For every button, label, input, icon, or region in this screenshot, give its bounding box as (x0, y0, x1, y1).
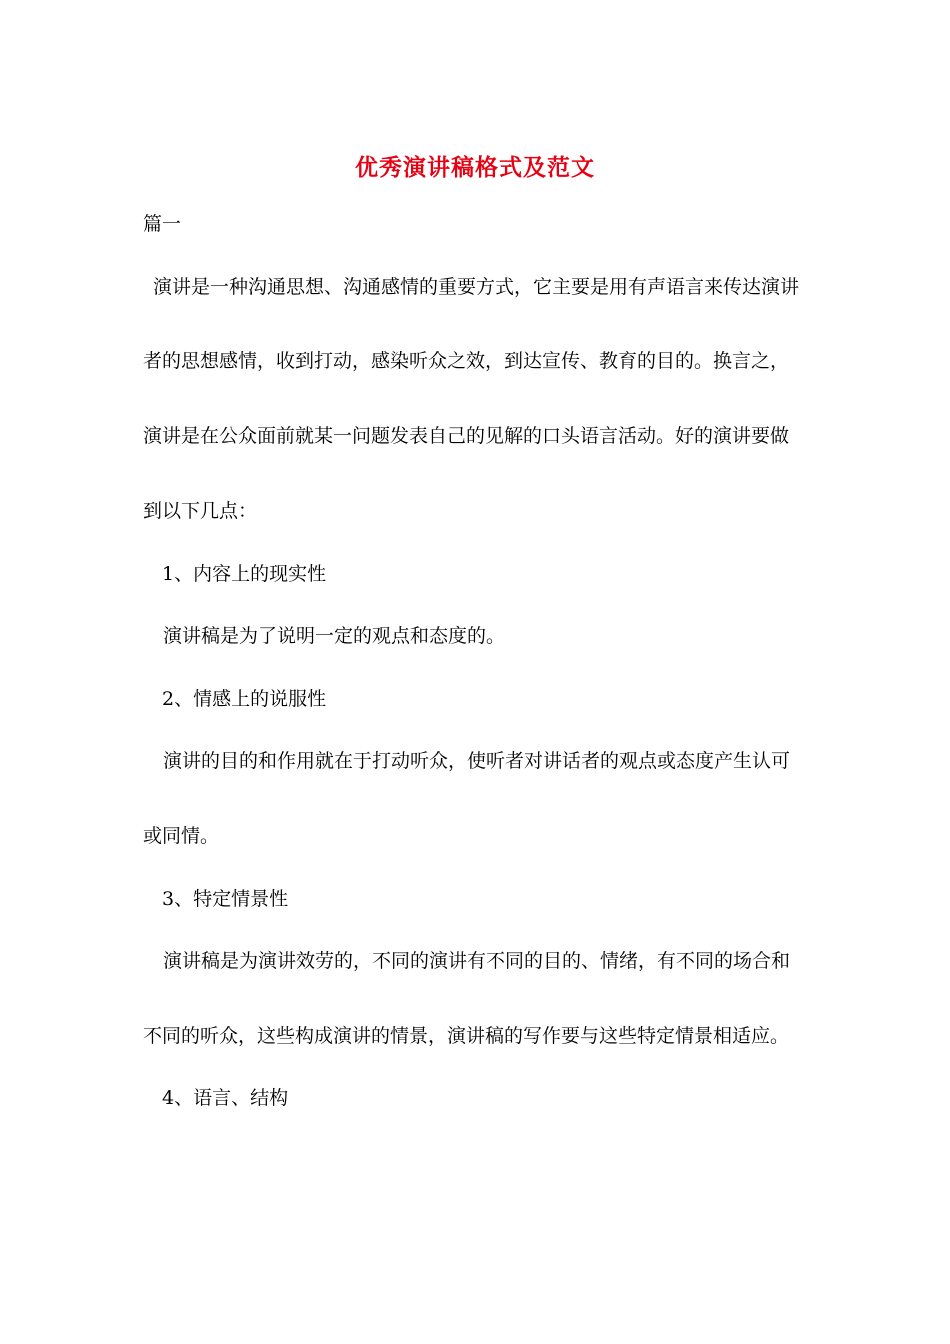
paragraph-line: 演讲是在公众面前就某一问题发表自己的见解的口头语言活动。好的演讲要做 (143, 425, 790, 447)
point-body-line: 不同的听众，这些构成演讲的情景，演讲稿的写作要与这些特定情景相适应。 (143, 1025, 790, 1047)
point-body-line: 演讲的目的和作用就在于打动听众，使听者对讲话者的观点或态度产生认可 (163, 750, 791, 772)
point-heading (162, 685, 326, 713)
point-body-line: 演讲稿是为演讲效劳的，不同的演讲有不同的目的、情绪，有不同的场合和 (163, 950, 791, 972)
point-body-line: 演讲稿是为了说明一定的观点和态度的。 (163, 625, 506, 647)
point-number: 2 (162, 688, 175, 710)
point-title: 内容上的现实性 (193, 563, 327, 585)
point-number: 4 (162, 1087, 175, 1109)
point-separator: 、 (174, 563, 194, 585)
document-title: 优秀演讲稿格式及范文 (355, 154, 595, 181)
section-label: 篇一 (143, 213, 182, 235)
point-number: 3 (162, 888, 175, 910)
point-title: 语言、结构 (193, 1087, 289, 1109)
paragraph-line: 者的思想感情，收到打动，感染听众之效，到达宣传、教育的目的。换言之， (143, 350, 790, 372)
point-heading (162, 560, 326, 588)
point-title: 情感上的说服性 (193, 688, 327, 710)
point-title: 特定情景性 (193, 888, 289, 910)
point-body-line: 或同情。 (143, 825, 220, 847)
point-separator: 、 (174, 688, 194, 710)
point-separator: 、 (174, 888, 194, 910)
paragraph-line: 演讲是一种沟通思想、沟通感情的重要方式，它主要是用有声语言来传达演讲 (153, 276, 800, 298)
point-number: 1 (162, 563, 175, 585)
paragraph-line: 到以下几点： (143, 500, 258, 522)
point-heading (162, 885, 288, 913)
point-separator: 、 (174, 1087, 194, 1109)
point-heading (162, 1084, 288, 1112)
